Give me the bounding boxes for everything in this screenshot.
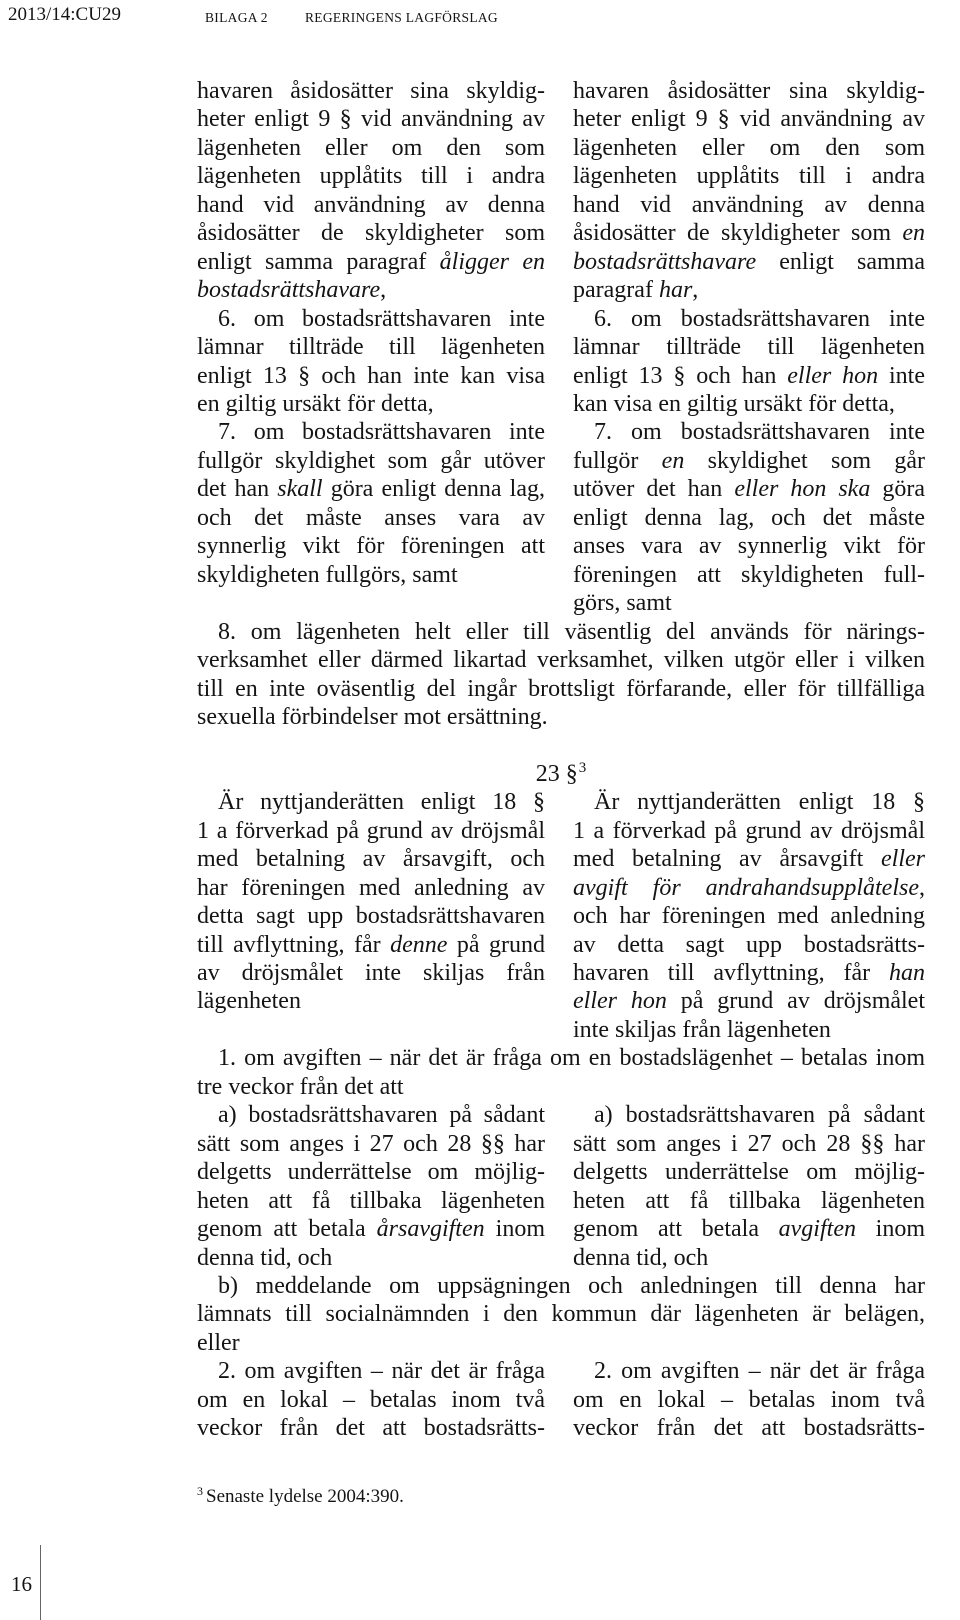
text-line — [573, 447, 925, 475]
emphasized-text: eller — [881, 846, 925, 873]
text-line — [197, 191, 545, 219]
text-line — [573, 504, 925, 532]
text-line — [197, 1300, 925, 1328]
text-segment: , — [380, 277, 387, 304]
text-line — [197, 874, 545, 902]
current-wording-column — [197, 1357, 545, 1442]
emphasized-text: en — [661, 447, 685, 474]
emphasized-text: han — [889, 960, 925, 987]
text-segment: och det måste anses vara av — [197, 504, 545, 531]
text-segment: en giltig ursäkt för detta, — [197, 390, 434, 417]
text-line — [197, 675, 925, 703]
text-line — [573, 390, 925, 418]
text-line — [197, 1244, 545, 1272]
text-line — [197, 902, 545, 930]
text-segment: veckor från det att bostadsrätts- — [573, 1415, 925, 1442]
paragraph — [197, 305, 545, 419]
emphasized-text: har — [658, 277, 693, 304]
text-line — [573, 305, 925, 333]
proposed-wording-column — [573, 1357, 925, 1442]
page-number: 16 — [11, 1572, 32, 1596]
body-text — [197, 77, 925, 1443]
text-segment: enligt samma — [756, 248, 925, 275]
text-line — [573, 1215, 925, 1243]
paragraph — [197, 618, 925, 732]
text-line — [197, 219, 545, 247]
text-line — [197, 646, 925, 674]
text-segment: skyldighet som går — [684, 447, 925, 474]
footnote — [197, 1484, 404, 1510]
text-line — [573, 248, 925, 276]
text-segment: enligt denna lag, och det måste — [573, 504, 925, 531]
text-line — [573, 276, 925, 304]
parallel-text — [197, 77, 925, 618]
text-line — [573, 845, 925, 873]
text-segment: 8. om lägenheten helt eller till väsentlig del används för närings- — [218, 618, 925, 645]
text-line — [197, 532, 545, 560]
text-line — [197, 1044, 925, 1072]
text-line — [197, 1073, 925, 1101]
text-line — [573, 817, 925, 845]
footnote-mark: 3 — [197, 1483, 203, 1498]
text-segment: på grund av dröjsmålet — [666, 988, 926, 1015]
parallel-text — [197, 1101, 925, 1272]
text-line — [573, 1386, 925, 1414]
text-segment: inom — [484, 1216, 545, 1243]
text-segment: havaren till avflyttning, får — [573, 960, 889, 987]
text-segment: skyldigheten fullgörs, samt — [197, 561, 458, 588]
footnote-text: Senaste lydelse 2004:390. — [206, 1486, 404, 1507]
emphasized-text: årsavgiften — [376, 1216, 485, 1243]
text-segment: av detta sagt upp bostadsrätts- — [573, 931, 925, 958]
text-line — [197, 1101, 545, 1129]
text-segment: inom — [855, 1216, 925, 1243]
text-segment: delgetts underrättelse om möjlig- — [573, 1159, 925, 1186]
text-segment: lägenheten — [197, 988, 301, 1015]
text-line — [197, 1272, 925, 1300]
text-line — [573, 475, 925, 503]
text-line — [197, 362, 545, 390]
text-segment: havaren åsidosätter sina skyldig- — [573, 78, 925, 104]
text-segment: 7. om bostadsrättshavaren inte — [594, 419, 925, 446]
text-line — [197, 618, 925, 646]
text-segment: denna tid, och — [197, 1244, 333, 1271]
paragraph — [573, 418, 925, 617]
text-segment: inte skiljas från lägenheten — [573, 1016, 831, 1043]
text-segment: lämnar tillträde till lägenheten — [197, 334, 545, 361]
text-segment: paragraf — [573, 277, 659, 304]
text-line — [197, 475, 545, 503]
text-line — [197, 1386, 545, 1414]
proposed-wording-column — [573, 788, 925, 1044]
text-segment: fullgör — [573, 447, 662, 474]
text-segment: heter enligt 9 § vid användning av — [197, 106, 545, 133]
text-segment: hand vid användning av denna — [573, 191, 925, 218]
text-segment: lägenheten upplåtits till i andra — [573, 163, 925, 190]
text-segment: enligt samma paragraf — [197, 248, 440, 275]
emphasized-text: en — [902, 220, 925, 247]
paragraph — [197, 788, 545, 1016]
current-wording-column — [197, 788, 545, 1016]
text-line — [197, 447, 545, 475]
text-segment: eller — [197, 1329, 240, 1356]
proposed-wording-column — [573, 1101, 925, 1272]
text-line — [197, 248, 545, 276]
text-line — [197, 162, 545, 190]
text-segment: b) meddelande om uppsägningen och anledningen till denna har — [218, 1273, 925, 1299]
text-line — [197, 845, 545, 873]
text-line — [573, 1016, 925, 1044]
text-line — [573, 418, 925, 446]
text-segment: det han — [197, 476, 278, 503]
text-segment: a) bostadsrättshavaren på sådant — [594, 1102, 925, 1129]
text-segment: 2. om avgiften – när det är fråga — [218, 1358, 545, 1385]
text-line — [197, 931, 545, 959]
text-line — [197, 1357, 545, 1385]
text-segment: veckor från det att bostadsrätts- — [197, 1415, 545, 1442]
text-line — [197, 77, 545, 105]
text-segment: delgetts underrättelse om möjlig- — [197, 1159, 545, 1186]
text-line — [573, 1357, 925, 1385]
text-segment: genom att betala — [573, 1216, 779, 1243]
text-segment: enligt 13 § och han inte kan visa — [197, 362, 545, 389]
text-segment: sexuella förbindelser mot ersättning. — [197, 703, 548, 730]
parallel-text — [197, 1357, 925, 1442]
text-line — [197, 561, 545, 589]
section-number: 23 § — [535, 760, 578, 787]
text-segment: lämnar tillträde till lägenheten — [573, 334, 925, 361]
text-segment: 6. om bostadsrättshavaren inte — [218, 305, 545, 332]
footnote-reference: 3 — [578, 759, 587, 776]
text-line — [573, 1158, 925, 1186]
text-segment: Är nyttjanderätten enligt 18 § — [218, 789, 545, 816]
text-segment: föreningen att skyldigheten full- — [573, 561, 925, 588]
text-line — [573, 362, 925, 390]
text-segment: a) bostadsrättshavaren på sådant — [218, 1102, 545, 1129]
parallel-text — [197, 788, 925, 1044]
text-segment: tre veckor från det att — [197, 1073, 404, 1100]
text-line — [573, 134, 925, 162]
text-line — [573, 191, 925, 219]
text-segment: 1. om avgiften – när det är fråga om en bostadslägenhet – betalas inom — [218, 1045, 925, 1072]
common-text — [197, 618, 925, 732]
current-wording-column — [197, 77, 545, 589]
text-line — [573, 1187, 925, 1215]
text-line — [573, 1414, 925, 1442]
emphasized-text: eller hon ska — [734, 476, 871, 503]
paragraph — [197, 1044, 925, 1101]
text-line — [197, 987, 545, 1015]
text-segment: har föreningen med anledning av — [197, 874, 545, 901]
current-wording-column — [197, 1101, 545, 1272]
text-segment: sätt som anges i 27 och 28 §§ har — [197, 1130, 545, 1157]
text-segment: denna tid, och — [573, 1244, 709, 1271]
emphasized-text: avgiften — [778, 1216, 856, 1243]
text-line — [573, 77, 925, 105]
text-segment: om en lokal – betalas inom två — [197, 1386, 545, 1413]
text-line — [573, 589, 925, 617]
emphasized-text: avgift för andrahandsupplåtelse — [573, 874, 919, 901]
emphasized-text: denne — [390, 931, 448, 958]
text-segment: till avflyttning, får — [197, 931, 391, 958]
emphasized-text: eller hon — [573, 988, 667, 1015]
text-line — [197, 105, 545, 133]
text-segment: åsidosätter de skyldigheter som — [573, 220, 903, 247]
text-segment: lägenheten eller om den som — [573, 134, 925, 161]
text-line — [573, 788, 925, 816]
emphasized-text: bostadsrättshavare — [573, 248, 757, 275]
text-segment: heten att få tillbaka lägenheten — [197, 1187, 545, 1214]
emphasized-text: åligger en — [439, 248, 545, 275]
text-segment: heter enligt 9 § vid användning av — [573, 106, 925, 133]
text-segment: lägenheten upplåtits till i andra — [197, 163, 545, 190]
paragraph — [573, 305, 925, 419]
text-segment: Är nyttjanderätten enligt 18 § — [594, 789, 925, 816]
text-line — [573, 959, 925, 987]
text-segment: heten att få tillbaka lägenheten — [573, 1187, 925, 1214]
text-segment: sätt som anges i 27 och 28 §§ har — [573, 1130, 925, 1157]
text-line — [573, 902, 925, 930]
text-segment: genom att betala — [197, 1216, 377, 1243]
text-segment: synnerlig vikt för föreningen att — [197, 533, 545, 560]
text-line — [573, 561, 925, 589]
text-line — [197, 134, 545, 162]
emphasized-text: bostadsrättshavare — [197, 277, 381, 304]
text-segment: , — [919, 874, 925, 901]
text-line — [573, 532, 925, 560]
text-segment: 2. om avgiften – när det är fråga — [594, 1358, 925, 1385]
text-segment: inte — [878, 362, 925, 389]
text-line — [197, 305, 545, 333]
text-line — [573, 162, 925, 190]
section-title: REGERINGENS LAGFÖRSLAG — [305, 10, 498, 25]
text-segment: fullgör skyldighet som går utöver — [197, 447, 545, 474]
text-segment: anses vara av synnerlig vikt för — [573, 533, 925, 560]
text-line — [197, 703, 925, 731]
text-line — [573, 1130, 925, 1158]
emphasized-text: skall — [277, 476, 323, 503]
text-segment: 6. om bostadsrättshavaren inte — [594, 305, 925, 332]
text-segment: detta sagt upp bostadsrättshavaren — [197, 903, 545, 930]
text-segment: kan visa en giltig ursäkt för detta, — [573, 390, 895, 417]
text-segment: åsidosätter de skyldigheter som — [197, 220, 545, 247]
common-text — [197, 1272, 925, 1357]
text-segment: , — [692, 277, 699, 304]
document-id: 2013/14:CU29 — [8, 4, 121, 25]
paragraph — [197, 1272, 925, 1357]
text-line — [573, 1101, 925, 1129]
text-line — [197, 390, 545, 418]
text-line — [573, 874, 925, 902]
appendix-label: BILAGA 2 — [205, 10, 268, 25]
text-segment: lägenheten eller om den som — [197, 134, 545, 161]
text-line — [197, 1187, 545, 1215]
text-line — [197, 1158, 545, 1186]
text-segment: på grund — [447, 931, 545, 958]
text-segment: och har föreningen med anledning — [573, 903, 925, 930]
text-line — [573, 219, 925, 247]
paragraph — [573, 788, 925, 1044]
margin-rule — [40, 1545, 41, 1620]
text-segment: med betalning av årsavgift — [573, 846, 882, 873]
text-segment: om en lokal – betalas inom två — [573, 1386, 925, 1413]
proposed-wording-column — [573, 77, 925, 618]
text-segment: till en inte oväsentlig del ingår brottsligt förfarande, eller för tillfälliga — [197, 675, 925, 702]
text-segment: 1 a förverkad på grund av dröjsmål — [197, 817, 545, 844]
text-segment: havaren åsidosätter sina skyldig- — [197, 78, 545, 104]
text-line — [197, 788, 545, 816]
text-line — [197, 1130, 545, 1158]
text-line — [573, 333, 925, 361]
text-segment: hand vid användning av denna — [197, 191, 545, 218]
text-segment: utöver det han — [573, 476, 735, 503]
text-line — [573, 1244, 925, 1272]
text-line — [573, 105, 925, 133]
paragraph — [573, 1101, 925, 1272]
text-segment: med betalning av årsavgift, och — [197, 846, 545, 873]
paragraph — [197, 1357, 545, 1442]
text-line — [197, 276, 545, 304]
paragraph — [573, 77, 925, 305]
text-segment: av dröjsmålet inte skiljas från — [197, 960, 545, 987]
text-line — [197, 1414, 545, 1442]
text-line — [197, 1329, 925, 1357]
text-segment: lämnats till socialnämnden i den kommun där lägenheten är belägen, — [197, 1301, 925, 1328]
text-segment: enligt 13 § och han — [573, 362, 788, 389]
common-text — [197, 1044, 925, 1101]
text-line — [573, 987, 925, 1015]
text-line — [197, 504, 545, 532]
emphasized-text: eller hon — [787, 362, 879, 389]
section-heading — [197, 760, 925, 788]
text-line — [197, 333, 545, 361]
text-line — [197, 959, 545, 987]
text-segment: 1 a förverkad på grund av dröjsmål — [573, 817, 925, 844]
paragraph — [197, 418, 545, 589]
text-segment: görs, samt — [573, 590, 672, 617]
paragraph — [573, 1357, 925, 1442]
paragraph — [197, 1101, 545, 1272]
text-segment: göra enligt denna lag, — [322, 476, 545, 503]
text-segment: göra — [870, 476, 925, 503]
text-segment: 7. om bostadsrättshavaren inte — [218, 419, 545, 446]
text-segment: verksamhet eller därmed likartad verksamhet, vilken utgör eller i vilken — [197, 647, 925, 674]
text-line — [197, 817, 545, 845]
text-line — [197, 418, 545, 446]
paragraph — [197, 77, 545, 305]
text-line — [197, 1215, 545, 1243]
text-line — [573, 931, 925, 959]
